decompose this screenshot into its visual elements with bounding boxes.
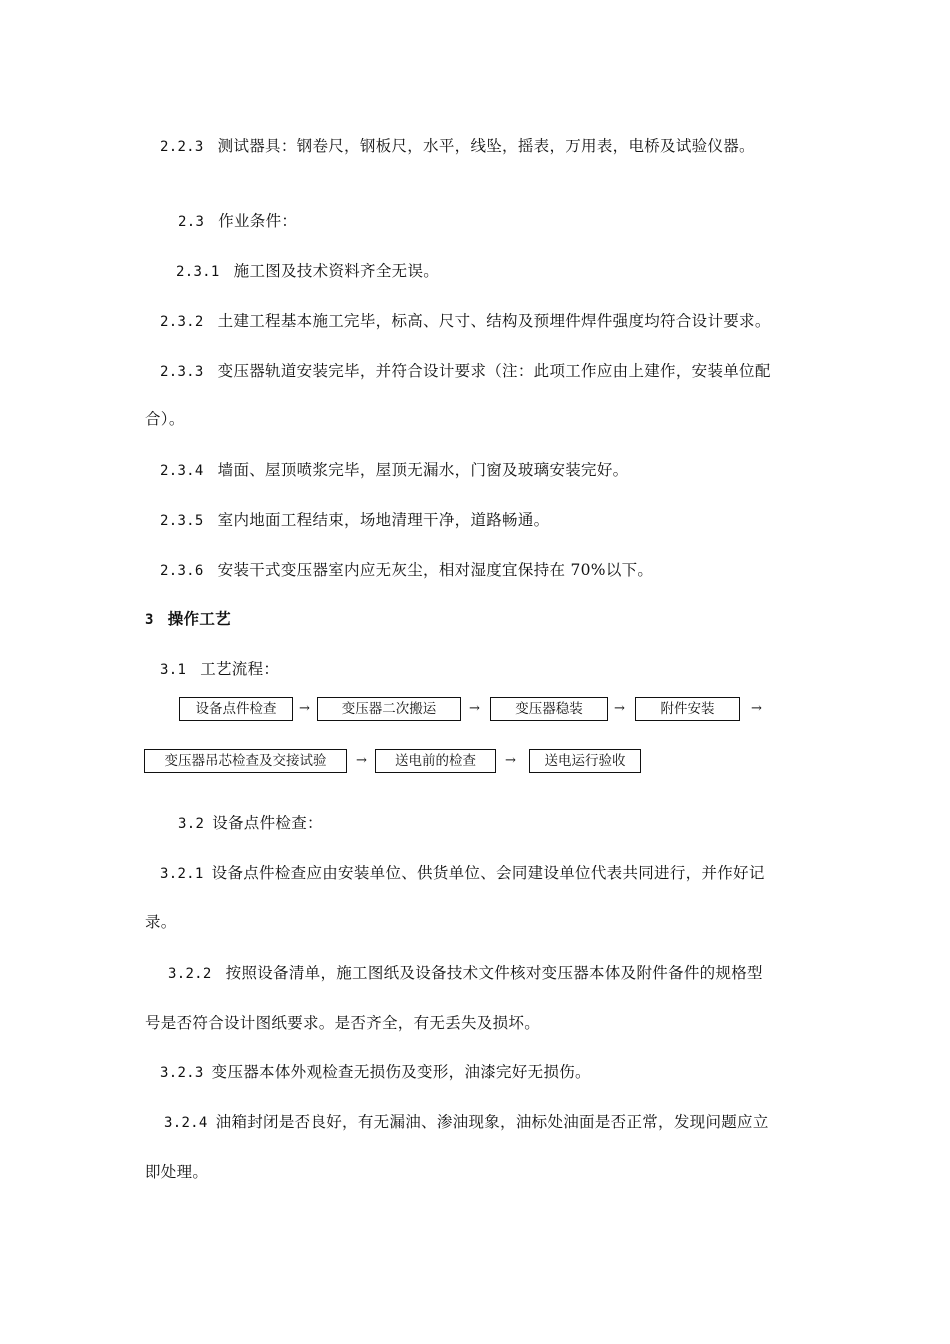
flow-step-pre-energization-check: 送电前的检查 (375, 749, 496, 773)
flow-step-secondary-transport: 变压器二次搬运 (317, 697, 461, 721)
section-2-3-heading: 2.3 作业条件： (178, 212, 298, 230)
flow-arrow-icon: → (505, 753, 516, 768)
paragraph-2-3-1: 2.3.1 施工图及技术资料齐全无误。 (176, 262, 440, 280)
section-3-1-heading: 3.1 工艺流程： (160, 660, 280, 678)
paragraph-2-3-3: 2.3.3 变压器轨道安装完毕，并符合设计要求（注：此项工作应由上建作，安装单位配 (160, 362, 771, 380)
paragraph-3-2-4-continued: 即处理。 (145, 1163, 209, 1181)
paragraph-3-2-1-continued: 录。 (145, 913, 177, 931)
flow-step-equipment-inspection: 设备点件检查 (179, 697, 293, 721)
paragraph-2-3-4: 2.3.4 墙面、屋顶喷浆完毕，屋顶无漏水，门窗及玻璃安装完好。 (160, 461, 629, 479)
paragraph-3-2-4: 3.2.4 油箱封闭是否良好，有无漏油、渗油现象，油标处油面是否正常，发现问题应立 (164, 1113, 769, 1131)
flow-arrow-icon: → (751, 701, 762, 716)
flow-arrow-icon: → (614, 701, 625, 716)
flow-step-core-inspection-testing: 变压器吊芯检查及交接试验 (144, 749, 347, 773)
flow-step-transformer-mounting: 变压器稳装 (490, 697, 608, 721)
section-3-2-heading: 3.2 设备点件检查： (178, 814, 323, 832)
flow-arrow-icon: → (356, 753, 367, 768)
paragraph-2-3-5: 2.3.5 室内地面工程结束，场地清理干净，道路畅通。 (160, 511, 550, 529)
paragraph-2-2-3: 2.2.3 测试器具：钢卷尺，钢板尺，水平，线坠，摇表，万用表，电桥及试验仪器。 (160, 137, 755, 155)
paragraph-3-2-3: 3.2.3 变压器本体外观检查无损伤及变形，油漆完好无损伤。 (160, 1063, 591, 1081)
paragraph-3-2-2: 3.2.2 按照设备清单，施工图纸及设备技术文件核对变压器本体及附件备件的规格型 (168, 964, 763, 982)
flow-step-energization-acceptance: 送电运行验收 (529, 749, 641, 773)
flow-arrow-icon: → (469, 701, 480, 716)
paragraph-3-2-2-continued: 号是否符合设计图纸要求。是否齐全，有无丢失及损坏。 (145, 1014, 541, 1032)
section-3-heading: 3 操作工艺 (145, 609, 231, 628)
flow-arrow-icon: → (299, 701, 310, 716)
paragraph-2-3-6: 2.3.6 安装干式变压器室内应无灰尘，相对湿度宜保持在 70%以下。 (160, 561, 654, 579)
paragraph-2-3-2: 2.3.2 土建工程基本施工完毕，标高、尺寸、结构及预埋件焊件强度均符合设计要求。 (160, 312, 771, 330)
flow-step-accessory-installation: 附件安装 (635, 697, 740, 721)
paragraph-2-3-3-continued: 合）。 (145, 410, 185, 428)
paragraph-3-2-1: 3.2.1 设备点件检查应由安装单位、供货单位、会同建设单位代表共同进行，并作好记 (160, 864, 765, 882)
